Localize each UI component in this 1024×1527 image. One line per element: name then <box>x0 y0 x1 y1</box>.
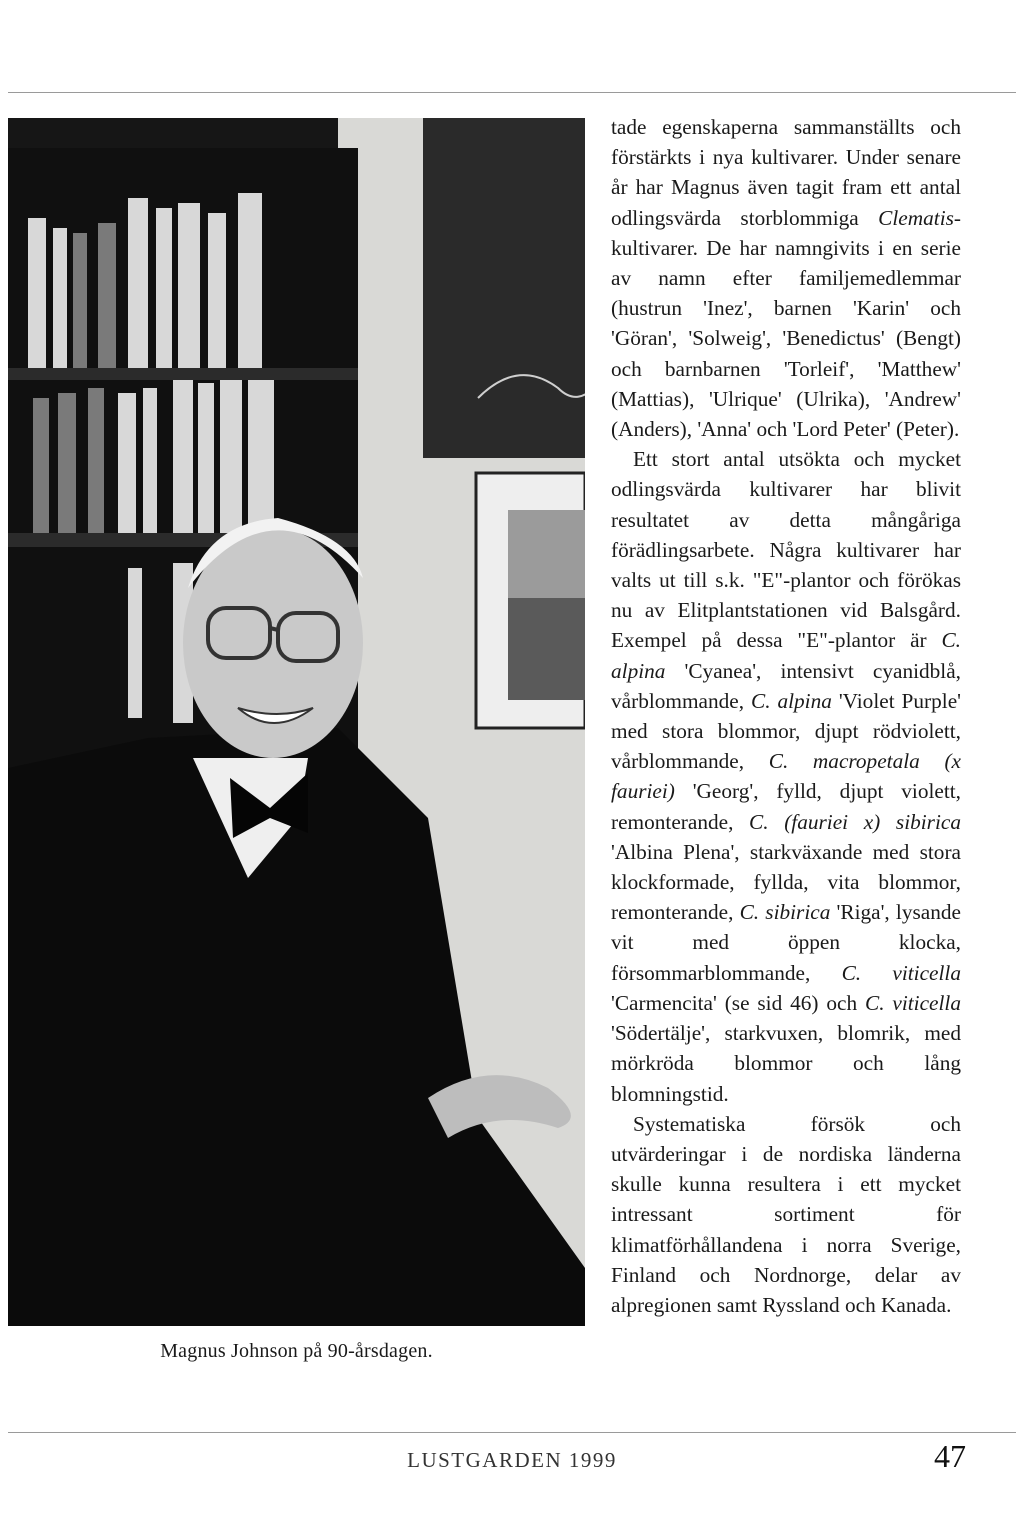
text-run: 'Carmencita' (se sid 46) och <box>611 990 865 1015</box>
bottom-rule <box>8 1432 1016 1433</box>
italic-species: C. viticella <box>865 990 961 1015</box>
italic-species: C. alpina <box>751 688 832 713</box>
text-run: Ett stort antal utsökta och mycket odlingsvärda kultivarer har blivit resultatet av detta mångåriga förädlingsarbete. Några kultivarer har valts ut till s.k. "E"-plantor och förökas nu av Elitplantstationen vid Balsgård. Exempel på dessa "E"-plantor är <box>611 447 961 653</box>
top-rule <box>8 92 1016 93</box>
italic-genus: Clematis <box>878 205 954 230</box>
journal-footer: LUSTGARDEN 1999 <box>407 1448 617 1472</box>
text-run: 'Riga', lysande vit med öppen klocka, försommarblommande, <box>611 900 961 985</box>
italic-species: C. alpina <box>611 628 961 683</box>
italic-species: C. (fauriei x) sibirica <box>749 809 961 834</box>
text-run: 'Södertälje', starkvuxen, blomrik, med mörkröda blommor och lång blomningstid. <box>611 1021 961 1106</box>
page-number: 47 <box>934 1438 966 1474</box>
text-run: -kultivarer. De har namngivits i en serie av namn efter familjemedlemmar (hustrun 'Inez', barnen 'Karin' och 'Göran', 'Solweig', 'Benedictus' (Bengt) och barnbarnen 'Torleif', 'Matthew' (Mattias), 'Ulrique' (Ulrika), 'Andrew' (Anders), 'Anna' och 'Lord Peter' (Peter). <box>611 205 961 442</box>
article-text-column <box>611 112 961 1320</box>
paragraph-3: Systematiska försök och utvärderingar i de nordiska länderna skulle kunna resultera i ett mycket intressant sortiment för klimatförhållandena i norra Sverige, Finland och Nordnorge, delar av alpregionen samt Ryssland och Kanada. <box>611 1111 961 1317</box>
paragraph-2 <box>611 444 961 1108</box>
portrait-photo <box>8 118 585 1326</box>
italic-species: C. macropetala (x fauriei) <box>611 749 961 804</box>
text-run: 'Georg', fylld, djupt violett, remonterande, <box>611 779 961 834</box>
text-run: tade egenskaperna sammanställts och förstärkts i nya kultivarer. Under senare år har Magnus även tagit fram ett antal odlingsvärda storblommiga <box>611 115 961 230</box>
photo-caption: Magnus Johnson på 90-årsdagen. <box>160 1340 433 1362</box>
paragraph-1 <box>611 112 961 444</box>
text-run: 'Albina Plena', starkväxande med stora klockformade, fyllda, vita blommor, remonterande, <box>611 839 961 925</box>
italic-species: C. viticella <box>841 960 961 985</box>
text-run: 'Violet Purple' med stora blommor, djupt rödviolett, vårblommande, <box>611 688 961 774</box>
italic-species: C. sibirica <box>739 900 831 925</box>
text-run: 'Cyanea', intensivt cyanidblå, vårblommande, <box>611 658 961 713</box>
